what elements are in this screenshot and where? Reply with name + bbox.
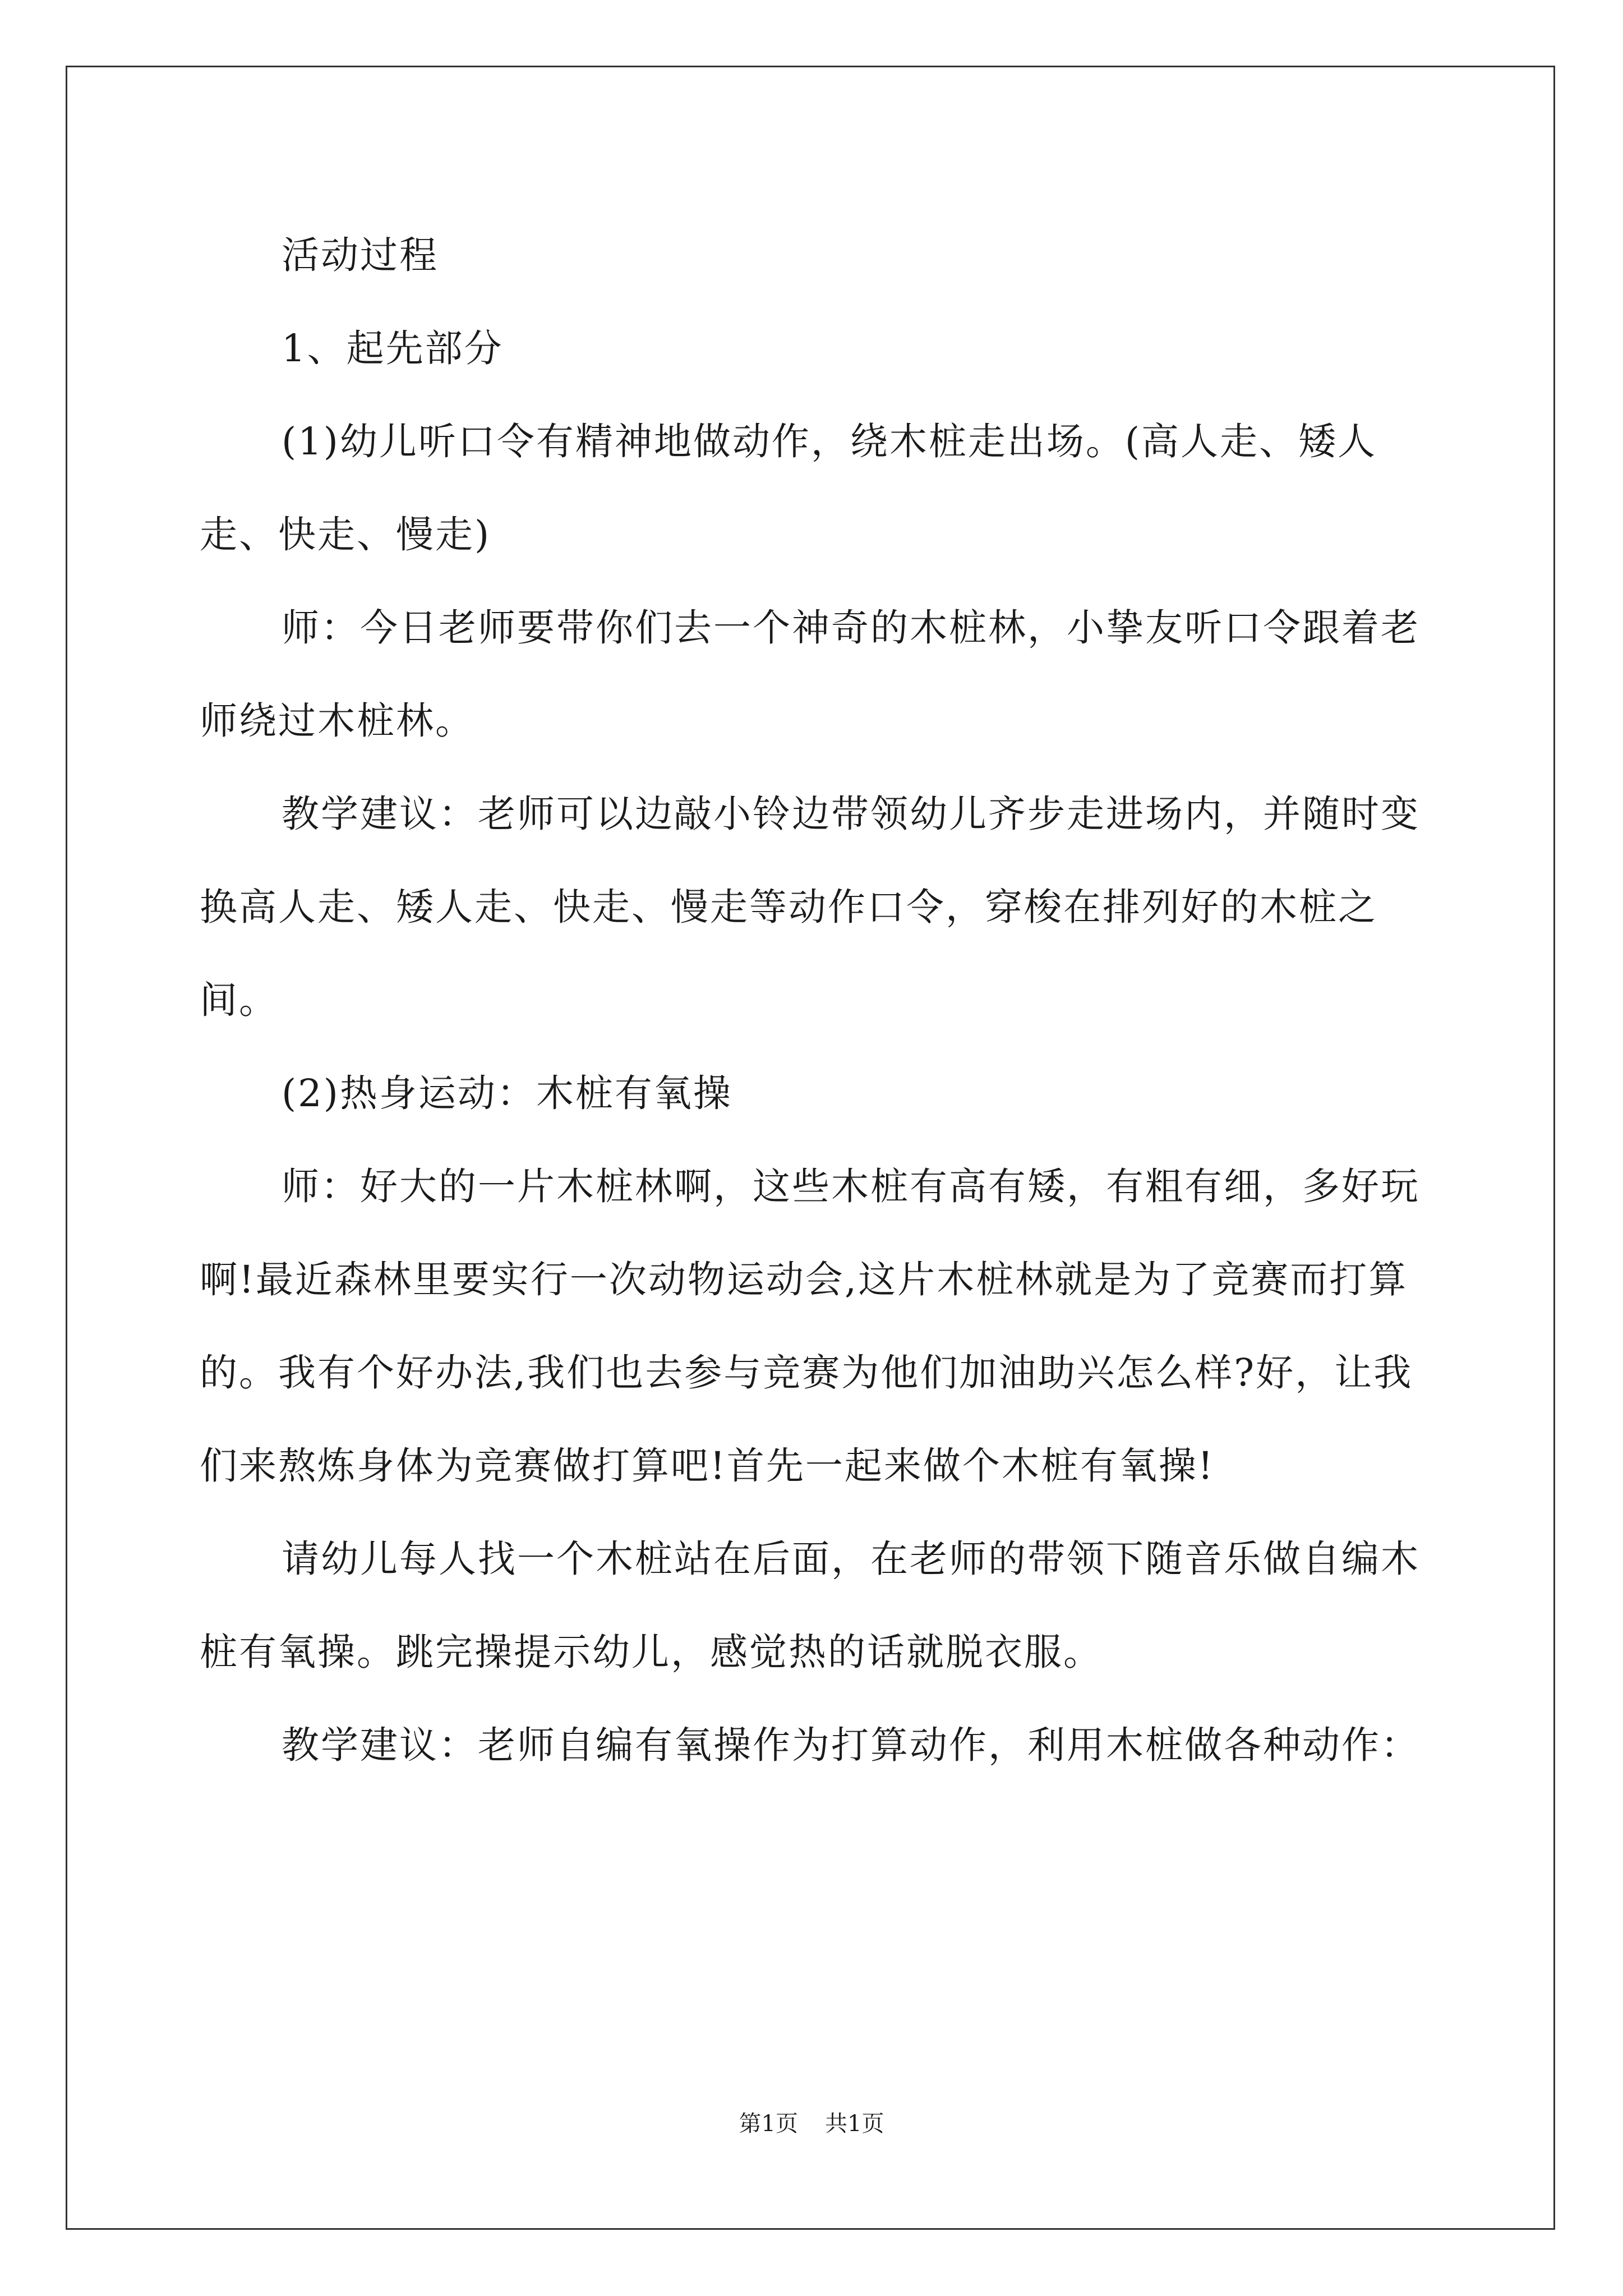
page-number: 第1页 [739,2111,798,2137]
page-total: 共1页 [825,2111,884,2137]
paragraph: 师：今日老师要带你们去一个神奇的木桩林，小挚友听口令跟着老师绕过木桩林。 [200,606,1420,743]
paragraph: (1)幼儿听口令有精神地做动作，绕木桩走出场。(高人走、矮人走、快走、慢走) [200,420,1377,556]
paragraph: 师：好大的一片木桩林啊，这些木桩有高有矮，有粗有细，多好玩啊!最近森林里要实行一次动物运动会,这片木桩林就是为了竞赛而打算的。我有个好办法,我们也去参与竞赛为他们加油助兴怎么样?好，让我们来熬炼身体为竞赛做打算吧!首先一起来做个木桩有氧操! [200,1165,1420,1488]
paragraph: 教学建议：老师可以边敲小铃边带领幼儿齐步走进场内，并随时变换高人走、矮人走、快走、慢走等动作口令，穿梭在排列好的木桩之间。 [200,792,1420,1022]
document-body [200,209,1433,1792]
paragraph: 请幼儿每人找一个木桩站在后面，在老师的带领下随音乐做自编木桩有氧操。跳完操提示幼儿，感觉热的话就脱衣服。 [200,1537,1420,1674]
subsection-heading: 1、起先部分 [282,326,504,370]
paragraph: 教学建议：老师自编有氧操作为打算动作，利用木桩做各种动作： [282,1723,1420,1767]
page-footer [0,2107,1623,2141]
section-heading: 活动过程 [282,233,439,277]
subsection-heading: (2)热身运动：木桩有氧操 [282,1071,732,1115]
